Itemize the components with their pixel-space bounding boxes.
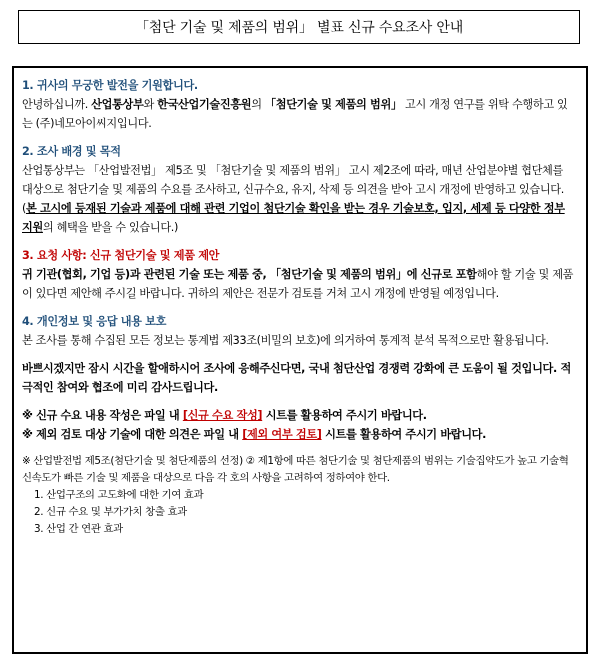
notice-new-demand: ※ 신규 수요 내용 작성은 파일 내 [신규 수요 작성] 시트를 활용하여 주시기 바랍니다.	[22, 409, 427, 422]
legal-footnote	[22, 453, 576, 538]
section-1-text: 안녕하십니까. 산업통상부와 한국산업기술진흥원의 「첨단기술 및 제품의 범위」 고시 개정 연구를 위탁 수행하고 있는 (주)네모아이씨지입니다.	[22, 98, 568, 130]
sheet-name-new-demand: [신규 수요 작성]	[182, 409, 263, 422]
section-3-text: 귀 기관(협회, 기업 등)과 관련된 기술 또는 제품 중, 「첨단기술 및 제품의 범위」에 신규로 포함해야 할 기술 및 제품이 있다면 제안해 주시길 바랍니다. 귀하의 제안은 전문가 검토를 거쳐 고시 개정에 반영될 예정입니다.	[22, 268, 574, 300]
ministry-name: 산업통상부	[91, 98, 144, 111]
document-title	[18, 10, 580, 44]
section-1-heading: 1. 귀사의 무궁한 발전을 기원합니다.	[22, 79, 198, 92]
regulation-name: 「첨단기술 및 제품의 범위」	[264, 98, 402, 111]
sheet-notices	[22, 406, 576, 444]
section-3-heading: 3. 요청 사항: 신규 첨단기술 및 제품 제안	[22, 249, 220, 262]
notice-exclusion-review: ※ 제외 검토 대상 기술에 대한 의견은 파일 내 [제외 여부 검토] 시트를 활용하여 주시기 바랍니다.	[22, 428, 487, 441]
section-2-heading: 2. 조사 배경 및 목적	[22, 145, 121, 158]
section-greeting	[22, 76, 576, 133]
section-4-heading: 4. 개인정보 및 응답 내용 보호	[22, 315, 167, 328]
sheet-name-exclusion-review: [제외 여부 검토]	[242, 428, 322, 441]
footnote-item: 2. 신규 수요 및 부가가치 창출 효과	[34, 506, 187, 518]
footnote-text: ※ 산업발전법 제5조(첨단기술 및 첨단제품의 선정) ② 제1항에 따른 첨단기술 및 첨단제품의 범위는 기술집약도가 높고 기술혁신속도가 빠른 기술 및 제품을 대상으로 다음 각 호의 사항을 고려하여 정하여야 한다.	[22, 455, 569, 484]
closing-paragraph	[22, 359, 576, 397]
footnote-list	[22, 487, 576, 538]
footnote-item: 3. 산업 간 연관 효과	[34, 523, 123, 535]
section-privacy	[22, 312, 576, 350]
section-background	[22, 142, 576, 237]
footnote-item: 1. 산업구조의 고도화에 대한 기여 효과	[34, 489, 204, 501]
request-highlight: 귀 기관(협회, 기업 등)과 관련된 기술 또는 제품 중, 「첨단기술 및 제품의 범위」에 신규로 포함	[22, 268, 477, 281]
section-request	[22, 246, 576, 303]
document-title-text: 「첨단 기술 및 제품의 범위」 별표 신규 수요조사 안내	[134, 20, 464, 36]
closing-text: 바쁘시겠지만 잠시 시간을 할애하시어 조사에 응해주신다면, 국내 첨단산업 경쟁력 강화에 큰 도움이 될 것입니다. 적극적인 참여와 협조에 미리 감사드립니다.	[22, 362, 571, 394]
notice-body	[12, 66, 588, 654]
benefit-highlight: 본 고시에 등재된 기술과 제품에 대해 관련 기업이 첨단기술 확인을 받는 경우 기술보호, 입지, 세제 등 다양한 정부 지원	[22, 202, 565, 234]
agency-name: 한국산업기술진흥원	[157, 98, 252, 111]
section-4-text: 본 조사를 통해 수집된 모든 정보는 통계법 제33조(비밀의 보호)에 의거하여 통계적 분석 목적으로만 활용됩니다.	[22, 334, 549, 347]
section-2-text: 산업통상부는 「산업발전법」 제5조 및 「첨단기술 및 제품의 범위」 고시 제2조에 따라, 매년 산업분야별 협단체를 대상으로 첨단기술 및 제품의 수요를 조사하고, 신규수요, 유지, 삭제 등 의견을 받아 고시 개정에 반영하고 있습니다. (본 고시에 등재된 기술과 제품에 대해 관련 기업이 첨단기술 확인을 받는 경우 기술보호, 입지, 세제 등 다양한 정부 지원의 혜택을 받을 수 있습니다.)	[22, 164, 565, 234]
